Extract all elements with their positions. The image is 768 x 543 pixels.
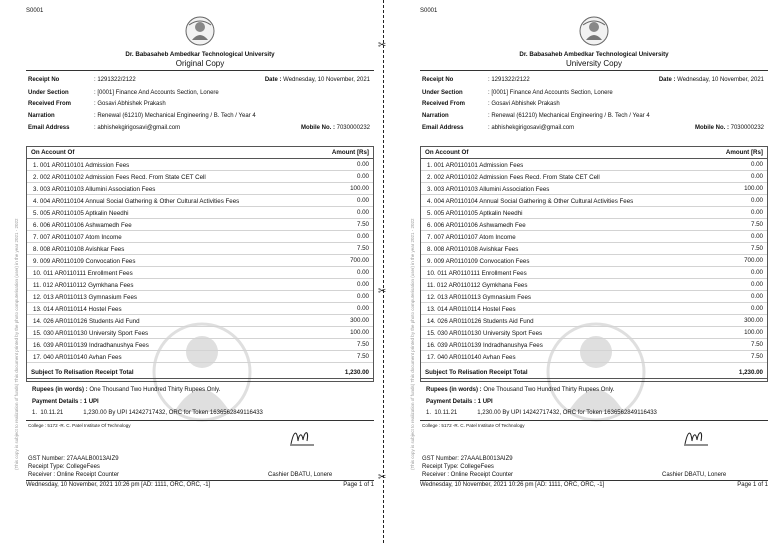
fee-amount: 300.00 [744,317,763,324]
subtotal-row [421,367,767,379]
under-section-value: : [0001] Finance And Accounts Section, Lonere [94,90,219,96]
page-number: Page 1 of 1 [737,482,768,488]
fee-amount: 0.00 [356,293,369,300]
under-section-value: : [0001] Finance And Accounts Section, Lonere [488,90,613,96]
table-row [421,256,767,267]
scissors-icon: ✂ [378,472,387,483]
fee-amount: 7.50 [356,221,369,228]
received-from-label: Received From [28,101,72,107]
email-value: : abhishekgirigosavi@gmail.com [94,125,181,131]
subtotal-row [27,367,373,379]
fee-item: 3. 003 AR0110103 Allumini Association Fees [33,186,156,193]
divider [420,480,768,481]
signature-icon [288,426,316,448]
fee-item: 10. 011 AR0110111 Enrollment Fees [427,270,527,277]
fee-amount: 0.00 [750,197,763,204]
table-row [27,256,373,267]
university-logo-icon [579,16,609,46]
subtotal-label: Subject To Relisation Receipt Total [425,369,528,376]
fee-amount: 7.50 [356,341,369,348]
received-from-value: : Gosavi Abhishek Prakash [94,101,166,107]
narration-label: Narration [422,113,449,119]
payment-details-label: Payment Details : 1 UPI [426,399,493,405]
table-row [27,160,373,171]
receipt-date: Date : Wednesday, 10 November, 2021 [264,77,370,83]
table-row [27,244,373,255]
copy-label: Original Copy [175,59,225,68]
table-header [27,147,373,159]
fee-amount: 0.00 [750,173,763,180]
divider [26,70,374,71]
fee-item: 17. 040 AR0110140 Avhan Fees [33,354,122,361]
fee-amount: 0.00 [750,305,763,312]
divider [26,480,374,481]
fee-item: 15. 030 AR0110130 University Sport Fees [427,330,543,337]
fee-amount: 0.00 [356,269,369,276]
divider [420,70,768,71]
fee-amount: 0.00 [356,173,369,180]
table-row [421,244,767,255]
payment-line: 1. 10.11.21 1,230.00 By UPI 14242717432, ORC for Token 1636562849116433 [32,410,263,416]
fee-amount: 0.00 [750,233,763,240]
fee-item: 12. 013 AR0110113 Gymnasium Fees [427,294,532,301]
fee-item: 4. 004 AR0110104 Annual Social Gathering & Other Cultural Activities Fees [33,198,240,205]
fee-item: 13. 014 AR0110114 Hostel Fees [427,306,516,313]
fee-amount: 300.00 [350,317,369,324]
receipt-type: Receipt Type: CollegeFees [422,464,494,470]
narration-label: Narration [28,113,55,119]
fee-item: 2. 002 AR0110102 Admission Fees Recd. From State CET Cell [33,174,206,181]
printed-timestamp: Wednesday, 10 November, 2021 10:26 pm [AD: 1111, ORC, ORC, -1] [26,482,211,488]
fee-item: 6. 006 AR0110106 Ashwamedh Fee [427,222,526,229]
email-value: : abhishekgirigosavi@gmail.com [488,125,575,131]
receipt-no-value: : 1291322/2122 [94,77,136,83]
page-number: Page 1 of 1 [343,482,374,488]
fee-amount: 7.50 [356,353,369,360]
mobile-number: Mobile No. : 7030000232 [694,125,764,131]
table-header [421,147,767,159]
fee-item: 11. 012 AR0110112 Gymkhana Fees [427,282,528,289]
table-row [421,340,767,351]
fee-amount: 0.00 [750,209,763,216]
payment-details-label: Payment Details : 1 UPI [32,399,99,405]
fee-item: 1. 001 AR0110101 Admission Fees [33,162,130,169]
fee-amount: 0.00 [750,281,763,288]
fee-item: 4. 004 AR0110104 Annual Social Gathering & Other Cultural Activities Fees [427,198,634,205]
cashier: Cashier DBATU, Lonere [662,472,727,478]
table-row [27,316,373,327]
fee-amount: 7.50 [750,245,763,252]
fee-amount: 700.00 [350,257,369,264]
receipt-no-label: Receipt No [28,77,60,83]
table-row [27,208,373,219]
subtotal-amount: 1,230.00 [344,369,369,376]
fee-item: 11. 012 AR0110112 Gymkhana Fees [33,282,134,289]
fee-item: 15. 030 AR0110130 University Sport Fees [33,330,149,337]
table-row [421,160,767,171]
university-name: Dr. Babasaheb Ambedkar Technological University [125,51,275,58]
table-row [421,280,767,291]
table-row [421,184,767,195]
scissors-icon: ✂ [378,286,387,297]
fee-amount: 7.50 [750,341,763,348]
email-label: Email Address [422,125,464,131]
print-footer [420,482,768,488]
fee-amount: 7.50 [356,245,369,252]
receipt-no-value: : 1291322/2122 [488,77,530,83]
fee-item: 12. 013 AR0110113 Gymnasium Fees [33,294,138,301]
fee-amount: 100.00 [350,329,369,336]
table-row [421,316,767,327]
table-row [27,220,373,231]
table-row [27,232,373,243]
table-row [27,304,373,315]
fee-amount: 7.50 [750,221,763,228]
fee-item: 1. 001 AR0110101 Admission Fees [427,162,524,169]
under-section-label: Under Section [422,90,463,96]
fee-item: 8. 008 AR0110108 Avishkar Fees [33,246,125,253]
table-row [27,292,373,303]
receiver: Receiver : Online Receipt Counter [28,472,120,478]
payment-line: 1. 10.11.21 1,230.00 By UPI 14242717432, ORC for Token 1636562849116433 [426,410,657,416]
narration-value: : Renewal (61210) Mechanical Engineering / B. Tech / Year 4 [488,113,650,119]
subtotal-amount: 1,230.00 [738,369,763,376]
column-header-account: On Account Of [31,149,75,156]
table-row [421,352,767,363]
receiver: Receiver : Online Receipt Counter [422,472,514,478]
fee-amount: 0.00 [356,209,369,216]
fee-item: 13. 014 AR0110114 Hostel Fees [33,306,122,313]
fee-item: 16. 039 AR0110139 Indradhanushya Fees [427,342,543,349]
table-row [421,292,767,303]
fee-table [26,146,374,382]
cashier: Cashier DBATU, Lonere [268,472,333,478]
fee-item: 7. 007 AR0110107 Atom Income [33,234,122,241]
fee-amount: 100.00 [744,329,763,336]
fee-amount: 0.00 [750,293,763,300]
copy-label: University Copy [565,59,622,68]
fee-item: 2. 002 AR0110102 Admission Fees Recd. From State CET Cell [427,174,600,181]
receipt-date: Date : Wednesday, 10 November, 2021 [658,77,764,83]
table-row [421,232,767,243]
table-row [421,208,767,219]
fee-item: 5. 005 AR0110105 Aptkalin Needhi [427,210,523,217]
fee-item: 10. 011 AR0110111 Enrollment Fees [33,270,133,277]
fee-item: 16. 039 AR0110139 Indradhanushya Fees [33,342,149,349]
divider [420,420,768,421]
receipt-code: S0001 [420,8,438,14]
table-row [421,268,767,279]
column-header-account: On Account Of [425,149,469,156]
fee-item: 6. 006 AR0110106 Ashwamedh Fee [33,222,132,229]
cut-line [383,0,384,543]
fee-item: 5. 005 AR0110105 Aptkalin Needhi [33,210,129,217]
gst-number: GST Number: 27AAALB0013AIZ9 [28,456,119,462]
table-row [27,184,373,195]
amount-in-words: Rupees (in words) : One Thousand Two Hundred Thirty Rupees Only. [32,387,221,393]
fee-amount: 0.00 [750,269,763,276]
printed-timestamp: Wednesday, 10 November, 2021 10:26 pm [AD: 1111, ORC, ORC, -1] [420,482,605,488]
fee-amount: 0.00 [356,161,369,168]
table-row [27,280,373,291]
table-row [27,196,373,207]
fee-amount: 100.00 [744,185,763,192]
mobile-number: Mobile No. : 7030000232 [300,125,370,131]
table-row [27,268,373,279]
receipt [420,8,768,490]
fee-item: 3. 003 AR0110103 Allumini Association Fees [427,186,550,193]
under-section-label: Under Section [28,90,69,96]
column-header-amount: Amount [Rs] [331,149,369,156]
table-row [421,196,767,207]
fee-item: 14. 026 AR0110126 Students Aid Fund [427,318,534,325]
fee-amount: 0.00 [356,233,369,240]
side-watermark-text: (This copy is subject to realization of funds) This document printed by the photo computerisation (user) in the year 2021 - 2022 [14,218,19,470]
fee-amount: 0.00 [356,281,369,288]
table-row [421,220,767,231]
fee-item: 8. 008 AR0110108 Avishkar Fees [427,246,519,253]
fee-amount: 7.50 [750,353,763,360]
subtotal-label: Subject To Relisation Receipt Total [31,369,134,376]
scissors-icon: ✂ [378,40,387,51]
side-watermark-text: (This copy is subject to realization of funds) This document printed by the photo computerisation (user) in the year 2021 - 2022 [410,218,415,470]
fee-amount: 100.00 [350,185,369,192]
divider [26,420,374,421]
receipt [26,8,374,490]
fee-amount: 700.00 [744,257,763,264]
table-row [421,304,767,315]
gst-number: GST Number: 27AAALB0013AIZ9 [422,456,513,462]
received-from-label: Received From [422,101,466,107]
print-footer [26,482,374,488]
fee-item: 9. 009 AR0110109 Convocation Fees [427,258,530,265]
column-header-amount: Amount [Rs] [725,149,763,156]
fee-item: 9. 009 AR0110109 Convocation Fees [33,258,136,265]
received-from-value: : Gosavi Abhishek Prakash [488,101,560,107]
fee-amount: 0.00 [356,197,369,204]
college-name: College : 5172 -R. C. Patel Institute Of Technology [422,423,525,428]
signature-icon [682,426,710,448]
table-row [27,340,373,351]
amount-in-words: Rupees (in words) : One Thousand Two Hundred Thirty Rupees Only. [426,387,615,393]
table-row [421,172,767,183]
fee-amount: 0.00 [356,305,369,312]
university-logo-icon [185,16,215,46]
table-row [421,328,767,339]
receipt-type: Receipt Type: CollegeFees [28,464,100,470]
email-label: Email Address [28,125,70,131]
narration-value: : Renewal (61210) Mechanical Engineering / B. Tech / Year 4 [94,113,256,119]
table-row [27,172,373,183]
fee-amount: 0.00 [750,161,763,168]
college-name: College : 5172 -R. C. Patel Institute Of Technology [28,423,131,428]
university-name: Dr. Babasaheb Ambedkar Technological University [519,51,669,58]
receipt-no-label: Receipt No [422,77,454,83]
receipt-code: S0001 [26,8,44,14]
table-row [27,328,373,339]
fee-table [420,146,768,382]
fee-item: 7. 007 AR0110107 Atom Income [427,234,516,241]
fee-item: 14. 026 AR0110126 Students Aid Fund [33,318,140,325]
fee-item: 17. 040 AR0110140 Avhan Fees [427,354,516,361]
table-row [27,352,373,363]
